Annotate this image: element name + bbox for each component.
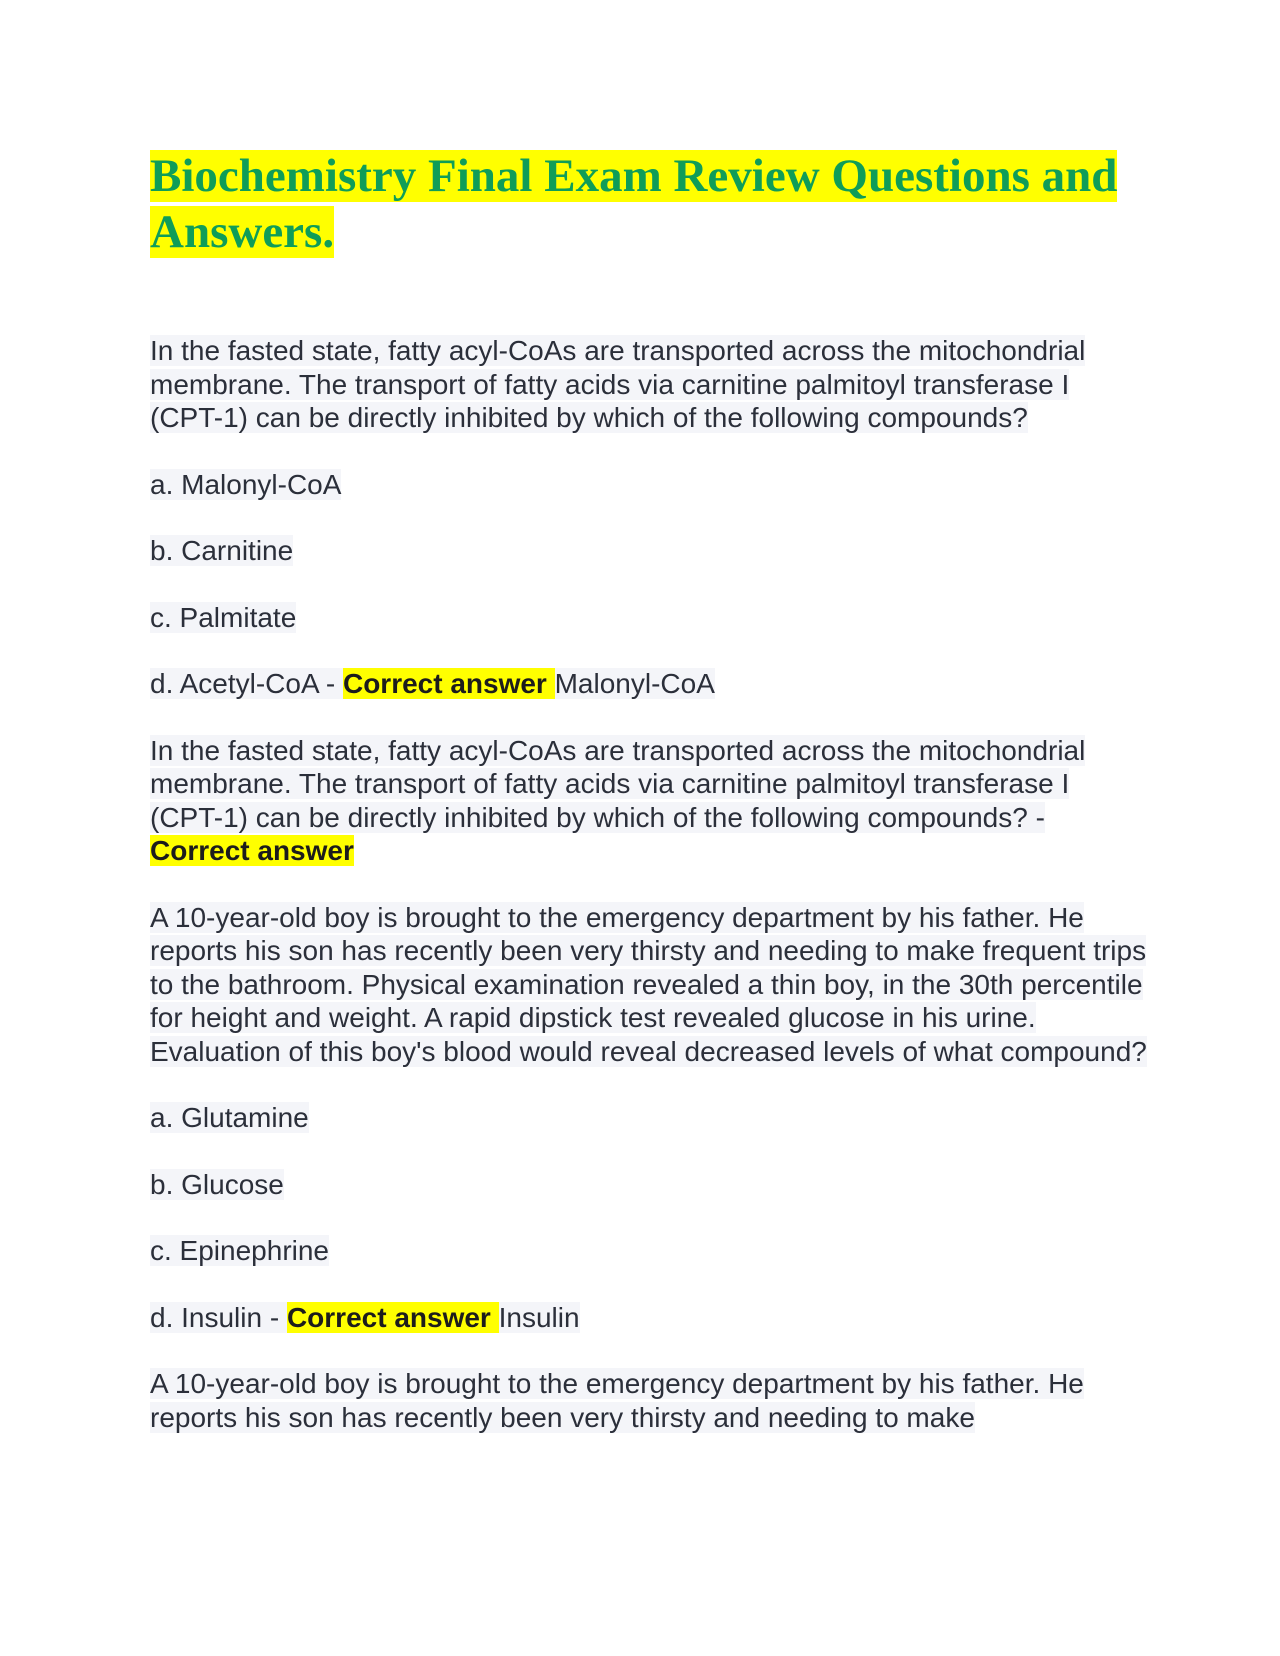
answer-value: Malonyl-CoA [554, 668, 715, 699]
question-1-text: In the fasted state, fatty acyl-CoAs are transported across the mitochondrial membrane. The transport of fatty acids via carnitine palmitoyl transferase I (CPT-1) can be directly inhibited by which of the following compounds? [150, 335, 1086, 433]
question-2-text: A 10-year-old boy is brought to the emergency department by his father. He reports his son has recently been very thirsty and needing to make frequent trips to the bathroom. Physical examination revealed a thin boy, in the 30th percentile for height and weight. A rapid dipstick test revealed glucose in his urine. Evaluation of this boy's blood would reveal decreased levels of what compound? [150, 901, 1147, 1067]
question-2-repeat-text: A 10-year-old boy is brought to the emergency department by his father. He reports his son has recently been very thirsty and needing to make [150, 1368, 1084, 1433]
correct-answer-label: Correct answer [286, 1301, 499, 1333]
question-1-option-b: b. Carnitine [150, 535, 294, 566]
title-highlight: Biochemistry Final Exam Review Questions and Answers. [150, 150, 1118, 258]
question-2-option-d: d. Insulin - Correct answer Insulin [150, 1301, 580, 1333]
correct-answer-label: Correct answer [342, 668, 555, 699]
question-2-option-b: b. Glucose [150, 1168, 284, 1200]
question-1-option-c: c. Palmitate [150, 601, 297, 633]
correct-answer-label: Correct answer [150, 835, 354, 866]
question-1-option-d: d. Acetyl-CoA - Correct answer Malonyl-CoA [150, 668, 715, 699]
document-title [150, 148, 1150, 260]
answer-value: Insulin [498, 1301, 580, 1333]
document-page [150, 148, 1150, 1467]
question-1-option-a: a. Malonyl-CoA [150, 468, 342, 500]
question-2-option-a: a. Glutamine [150, 1102, 309, 1133]
question-2-option-c: c. Epinephrine [150, 1235, 330, 1266]
question-1-repeat-text: In the fasted state, fatty acyl-CoAs are transported across the mitochondrial membrane. The transport of fatty acids via carnitine palmitoyl transferase I (CPT-1) can be directly inhibited by which of the following compounds? - Correct answer [150, 734, 1086, 866]
